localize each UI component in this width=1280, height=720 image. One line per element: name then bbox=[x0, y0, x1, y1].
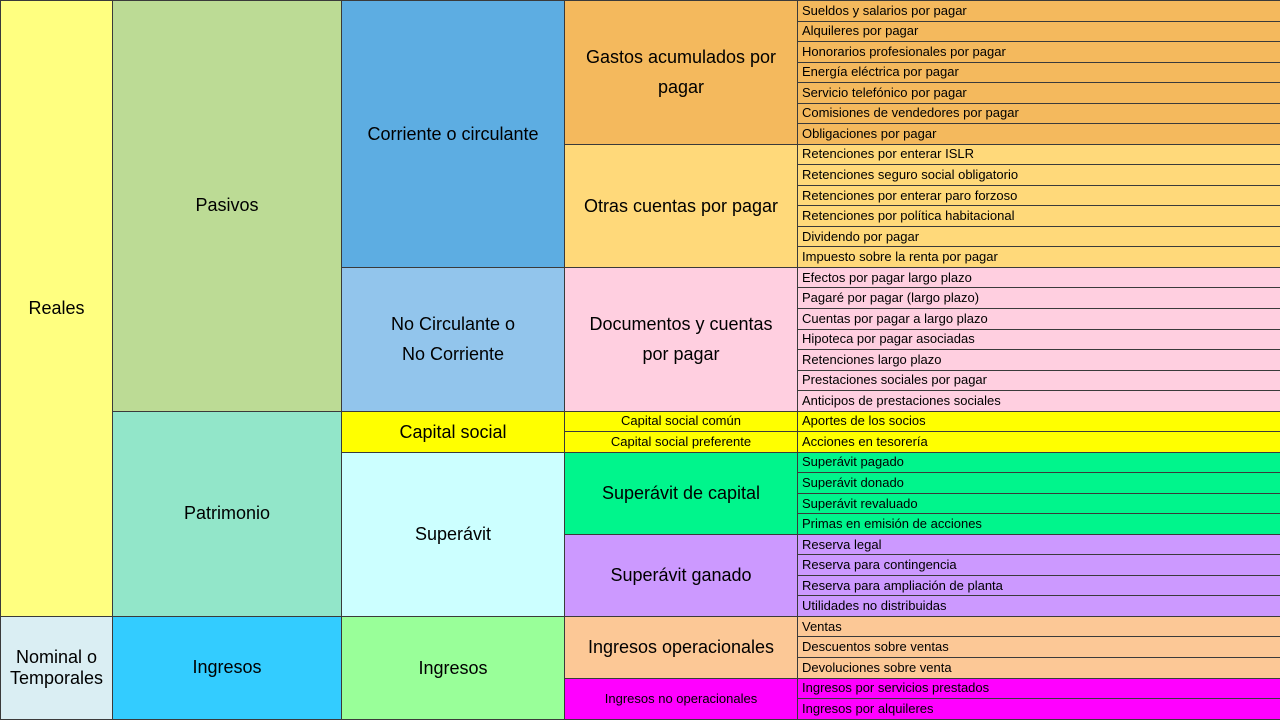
account-item: Reserva legal bbox=[798, 534, 1280, 555]
account-item: Ingresos por alquileres bbox=[798, 699, 1280, 720]
account-item: Impuesto sobre la renta por pagar bbox=[798, 247, 1280, 268]
account-item: Anticipos de prestaciones sociales bbox=[798, 391, 1280, 412]
account-item: Obligaciones por pagar bbox=[798, 124, 1280, 145]
account-item: Comisiones de vendedores por pagar bbox=[798, 103, 1280, 124]
account-item: Aportes de los socios bbox=[798, 411, 1280, 432]
account-item: Energía eléctrica por pagar bbox=[798, 62, 1280, 83]
account-item: Acciones en tesorería bbox=[798, 432, 1280, 453]
cell-gastos-acumulados: Gastos acumulados por pagar bbox=[565, 1, 798, 145]
account-item: Sueldos y salarios por pagar bbox=[798, 1, 1280, 22]
cell-otras-cuentas: Otras cuentas por pagar bbox=[565, 144, 798, 267]
cell-superavit-ganado: Superávit ganado bbox=[565, 534, 798, 616]
account-item: Pagaré por pagar (largo plazo) bbox=[798, 288, 1280, 309]
cell-capital-comun: Capital social común bbox=[565, 411, 798, 432]
account-item: Utilidades no distribuidas bbox=[798, 596, 1280, 617]
cell-ingresos-no-operacionales: Ingresos no operacionales bbox=[565, 678, 798, 719]
account-item: Ventas bbox=[798, 616, 1280, 637]
account-item: Cuentas por pagar a largo plazo bbox=[798, 308, 1280, 329]
account-item: Superávit donado bbox=[798, 473, 1280, 494]
account-item: Superávit revaluado bbox=[798, 493, 1280, 514]
cell-documentos: Documentos y cuentas por pagar bbox=[565, 267, 798, 411]
account-item: Retenciones por enterar ISLR bbox=[798, 144, 1280, 165]
account-item: Retenciones largo plazo bbox=[798, 350, 1280, 371]
cell-ingresos-c3: Ingresos bbox=[342, 616, 565, 719]
cell-no-circulante: No Circulante o No Corriente bbox=[342, 267, 565, 411]
account-item: Prestaciones sociales por pagar bbox=[798, 370, 1280, 391]
cell-pasivos: Pasivos bbox=[113, 1, 342, 412]
cell-reales: Reales bbox=[1, 1, 113, 617]
cell-superavit: Superávit bbox=[342, 452, 565, 616]
account-item: Servicio telefónico por pagar bbox=[798, 83, 1280, 104]
cell-ingresos-operacionales: Ingresos operacionales bbox=[565, 616, 798, 678]
account-item: Dividendo por pagar bbox=[798, 226, 1280, 247]
account-item: Reserva para contingencia bbox=[798, 555, 1280, 576]
cell-nominal: Nominal o Temporales bbox=[1, 616, 113, 719]
account-item: Superávit pagado bbox=[798, 452, 1280, 473]
account-item: Alquileres por pagar bbox=[798, 21, 1280, 42]
account-item: Retenciones seguro social obligatorio bbox=[798, 165, 1280, 186]
account-item: Devoluciones sobre venta bbox=[798, 658, 1280, 679]
account-item: Ingresos por servicios prestados bbox=[798, 678, 1280, 699]
cell-capital-preferente: Capital social preferente bbox=[565, 432, 798, 453]
account-item: Retenciones por enterar paro forzoso bbox=[798, 185, 1280, 206]
cell-corriente: Corriente o circulante bbox=[342, 1, 565, 268]
account-item: Descuentos sobre ventas bbox=[798, 637, 1280, 658]
account-item: Hipoteca por pagar asociadas bbox=[798, 329, 1280, 350]
cell-superavit-capital: Superávit de capital bbox=[565, 452, 798, 534]
account-item: Honorarios profesionales por pagar bbox=[798, 42, 1280, 63]
cell-ingresos-c2: Ingresos bbox=[113, 616, 342, 719]
account-item: Efectos por pagar largo plazo bbox=[798, 267, 1280, 288]
account-item: Primas en emisión de acciones bbox=[798, 514, 1280, 535]
cell-capital-social: Capital social bbox=[342, 411, 565, 452]
cell-patrimonio: Patrimonio bbox=[113, 411, 342, 616]
account-item: Reserva para ampliación de planta bbox=[798, 575, 1280, 596]
account-item: Retenciones por política habitacional bbox=[798, 206, 1280, 227]
